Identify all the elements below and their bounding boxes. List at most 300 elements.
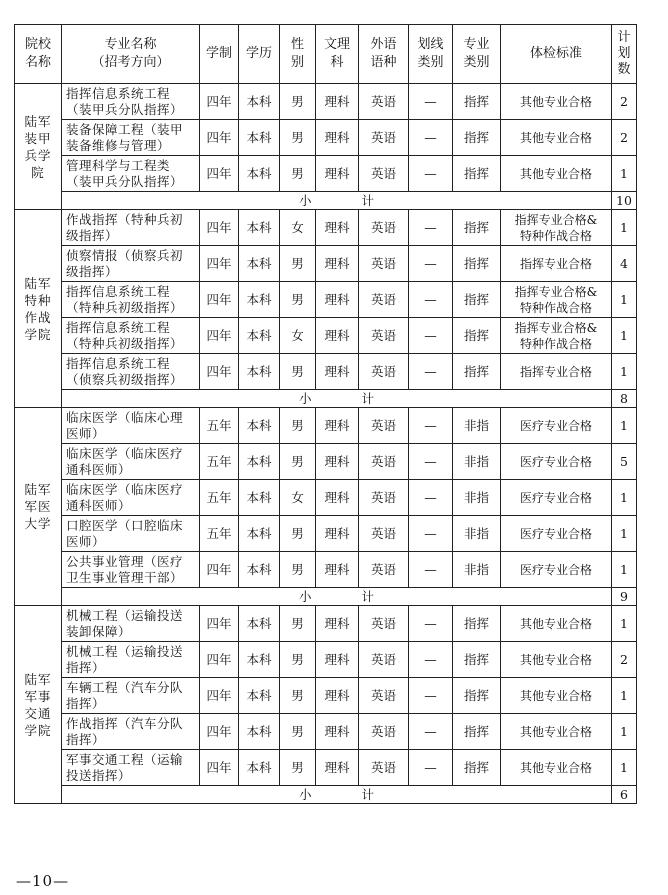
enrollment-table <box>14 24 637 804</box>
text-line: 医师） <box>66 425 106 441</box>
subtotal-row <box>15 588 637 606</box>
school-name-cell <box>15 210 62 408</box>
degree-cell: 本科 <box>239 354 280 390</box>
text-line: 医疗专业合格 <box>519 490 592 505</box>
text-line: 指挥信息系统工程 <box>66 85 171 101</box>
table-row <box>15 552 637 588</box>
text-line: 特种作战合格 <box>519 336 592 351</box>
cutoff-cell: — <box>409 552 453 588</box>
major-cell <box>62 318 200 354</box>
duration-cell: 四年 <box>200 156 239 192</box>
gender-cell: 男 <box>280 84 316 120</box>
language-cell: 英语 <box>359 552 409 588</box>
major-cell <box>62 210 200 246</box>
text-line: 指挥专业合格& <box>514 284 598 299</box>
language-cell: 英语 <box>359 354 409 390</box>
major-cell <box>62 246 200 282</box>
text-line: 公共事业管理（医疗 <box>66 553 184 569</box>
cutoff-cell: — <box>409 750 453 786</box>
plan-count-cell: 1 <box>612 606 637 642</box>
duration-cell: 四年 <box>200 642 239 678</box>
track-cell: 理科 <box>316 84 359 120</box>
table-row <box>15 516 637 552</box>
physical-standard-cell <box>501 408 612 444</box>
duration-cell: 四年 <box>200 210 239 246</box>
text-line: 医疗专业合格 <box>519 562 592 577</box>
gender-cell: 男 <box>280 354 316 390</box>
text-line: （特种兵初级指挥） <box>66 299 184 315</box>
category-cell: 指挥 <box>453 210 501 246</box>
duration-cell: 四年 <box>200 606 239 642</box>
table-row <box>15 408 637 444</box>
text-line: （招考方向） <box>91 55 170 70</box>
text-line: 学院 <box>24 722 52 738</box>
plan-count-cell: 1 <box>612 516 637 552</box>
text-line: 装备保障工程（装甲 <box>66 121 184 137</box>
degree-cell: 本科 <box>239 750 280 786</box>
text-line: 科 <box>330 55 344 70</box>
text-line: 陆军 <box>24 671 52 687</box>
degree-cell: 本科 <box>239 120 280 156</box>
plan-count-cell: 1 <box>612 156 637 192</box>
gender-cell: 男 <box>280 606 316 642</box>
physical-standard-cell <box>501 444 612 480</box>
cutoff-cell: — <box>409 678 453 714</box>
track-cell: 理科 <box>316 678 359 714</box>
category-cell: 指挥 <box>453 120 501 156</box>
header-count <box>612 25 637 84</box>
language-cell: 英语 <box>359 750 409 786</box>
gender-cell: 男 <box>280 714 316 750</box>
category-cell: 指挥 <box>453 714 501 750</box>
table-row <box>15 120 637 156</box>
physical-standard-cell <box>501 714 612 750</box>
text-line: 军事交通工程（运输 <box>66 751 184 767</box>
text-line: 医疗专业合格 <box>519 418 592 433</box>
language-cell: 英语 <box>359 282 409 318</box>
text-line: 指挥信息系统工程 <box>66 355 171 371</box>
text-line: 体检标准 <box>529 46 582 61</box>
degree-cell: 本科 <box>239 156 280 192</box>
table-row <box>15 354 637 390</box>
text-line: 指挥专业合格 <box>519 364 592 379</box>
major-cell <box>62 552 200 588</box>
gender-cell: 男 <box>280 642 316 678</box>
track-cell: 理科 <box>316 156 359 192</box>
header-cutoff <box>409 25 453 84</box>
text-line: 其他专业合格 <box>519 166 592 181</box>
text-line: 专业名称 <box>104 37 157 52</box>
duration-cell: 五年 <box>200 516 239 552</box>
text-line: 学制 <box>205 46 232 61</box>
gender-cell: 男 <box>280 750 316 786</box>
cutoff-cell: — <box>409 246 453 282</box>
text-line: 通科医师） <box>66 497 132 513</box>
language-cell: 英语 <box>359 516 409 552</box>
cutoff-cell: — <box>409 408 453 444</box>
text-line: 性 <box>290 37 304 52</box>
subtotal-row <box>15 390 637 408</box>
cutoff-cell: — <box>409 156 453 192</box>
category-cell: 指挥 <box>453 642 501 678</box>
duration-cell: 四年 <box>200 246 239 282</box>
gender-cell: 男 <box>280 282 316 318</box>
physical-standard-cell <box>501 678 612 714</box>
category-cell: 指挥 <box>453 318 501 354</box>
table-row <box>15 480 637 516</box>
text-line: 划线 <box>417 37 444 52</box>
text-line: 指挥） <box>66 695 106 711</box>
subtotal-label: 小 计 <box>62 588 612 606</box>
text-line: 指挥） <box>66 731 106 747</box>
track-cell: 理科 <box>316 210 359 246</box>
track-cell: 理科 <box>316 120 359 156</box>
duration-cell: 五年 <box>200 444 239 480</box>
text-line: 数 <box>617 62 631 77</box>
physical-standard-cell <box>501 354 612 390</box>
physical-standard-cell <box>501 516 612 552</box>
physical-standard-cell <box>501 282 612 318</box>
physical-standard-cell <box>501 552 612 588</box>
degree-cell: 本科 <box>239 210 280 246</box>
table-row <box>15 210 637 246</box>
header-gender <box>280 25 316 84</box>
text-line: 装卸保障） <box>66 623 132 639</box>
physical-standard-cell <box>501 480 612 516</box>
text-line: 机械工程（运输投送 <box>66 643 184 659</box>
track-cell: 理科 <box>316 318 359 354</box>
degree-cell: 本科 <box>239 282 280 318</box>
text-line: 陆军 <box>24 482 52 497</box>
text-line: 文理 <box>323 37 350 52</box>
degree-cell: 本科 <box>239 318 280 354</box>
language-cell: 英语 <box>359 444 409 480</box>
plan-count-cell: 1 <box>612 480 637 516</box>
subtotal-value: 10 <box>612 192 637 210</box>
physical-standard-cell <box>501 318 612 354</box>
track-cell: 理科 <box>316 408 359 444</box>
subtotal-label: 小 计 <box>62 786 612 804</box>
category-cell: 指挥 <box>453 678 501 714</box>
text-line: 划 <box>617 46 631 61</box>
table-row <box>15 642 637 678</box>
language-cell: 英语 <box>359 678 409 714</box>
cutoff-cell: — <box>409 714 453 750</box>
plan-count-cell: 5 <box>612 444 637 480</box>
text-line: 军医 <box>24 499 52 514</box>
category-cell: 指挥 <box>453 750 501 786</box>
degree-cell: 本科 <box>239 606 280 642</box>
text-line: 医疗专业合格 <box>519 526 592 541</box>
text-line: 侦察情报（侦察兵初 <box>66 247 184 263</box>
table-row <box>15 678 637 714</box>
major-cell <box>62 678 200 714</box>
school-name-cell <box>15 408 62 606</box>
text-line: 其他专业合格 <box>519 760 592 775</box>
text-line: 其他专业合格 <box>519 130 592 145</box>
cutoff-cell: — <box>409 120 453 156</box>
duration-cell: 四年 <box>200 84 239 120</box>
text-line: 通科医师） <box>66 461 132 477</box>
text-line: 口腔医学（口腔临床 <box>66 517 184 533</box>
subtotal-value: 9 <box>612 588 637 606</box>
language-cell: 英语 <box>359 642 409 678</box>
text-line: 特种 <box>24 292 52 308</box>
table-row <box>15 606 637 642</box>
text-line: 机械工程（运输投送 <box>66 607 184 623</box>
text-line: 陆军 <box>24 113 52 129</box>
text-line: （侦察兵初级指挥） <box>66 371 184 387</box>
plan-count-cell: 4 <box>612 246 637 282</box>
track-cell: 理科 <box>316 552 359 588</box>
text-line: 管理科学与工程类 <box>66 157 171 173</box>
language-cell: 英语 <box>359 210 409 246</box>
category-cell: 指挥 <box>453 354 501 390</box>
duration-cell: 四年 <box>200 552 239 588</box>
degree-cell: 本科 <box>239 480 280 516</box>
table-row <box>15 156 637 192</box>
physical-standard-cell <box>501 84 612 120</box>
cutoff-cell: — <box>409 354 453 390</box>
text-line: 大学 <box>24 516 52 531</box>
degree-cell: 本科 <box>239 642 280 678</box>
physical-standard-cell <box>501 750 612 786</box>
subtotal-label: 小 计 <box>62 192 612 210</box>
category-cell: 非指 <box>453 516 501 552</box>
text-line: 作战指挥（汽车分队 <box>66 715 184 731</box>
physical-standard-cell <box>501 246 612 282</box>
subtotal-value: 6 <box>612 786 637 804</box>
gender-cell: 男 <box>280 552 316 588</box>
plan-count-cell: 1 <box>612 552 637 588</box>
plan-count-cell: 1 <box>612 408 637 444</box>
major-cell <box>62 156 200 192</box>
text-line: 车辆工程（汽车分队 <box>66 679 184 695</box>
text-line: 指挥专业合格& <box>514 320 598 335</box>
category-cell: 非指 <box>453 552 501 588</box>
text-line: 兵学 <box>24 147 52 163</box>
degree-cell: 本科 <box>239 678 280 714</box>
plan-count-cell: 1 <box>612 210 637 246</box>
table-row <box>15 444 637 480</box>
duration-cell: 四年 <box>200 318 239 354</box>
header-row <box>15 25 637 84</box>
plan-count-cell: 1 <box>612 714 637 750</box>
text-line: 军事 <box>24 688 52 704</box>
text-line: 特种作战合格 <box>519 228 592 243</box>
text-line: 其他专业合格 <box>519 94 592 109</box>
major-cell <box>62 480 200 516</box>
text-line: 其他专业合格 <box>519 688 592 703</box>
plan-count-cell: 1 <box>612 354 637 390</box>
track-cell: 理科 <box>316 480 359 516</box>
text-line: 卫生事业管理干部） <box>66 569 184 585</box>
text-line: 特种作战合格 <box>519 300 592 315</box>
category-cell: 非指 <box>453 480 501 516</box>
duration-cell: 四年 <box>200 714 239 750</box>
language-cell: 英语 <box>359 408 409 444</box>
header-school <box>15 25 62 84</box>
text-line: （装甲兵分队指挥） <box>66 101 184 117</box>
major-cell <box>62 444 200 480</box>
cutoff-cell: — <box>409 282 453 318</box>
track-cell: 理科 <box>316 750 359 786</box>
gender-cell: 男 <box>280 156 316 192</box>
category-cell: 指挥 <box>453 246 501 282</box>
text-line: 交通 <box>24 705 52 721</box>
gender-cell: 男 <box>280 408 316 444</box>
language-cell: 英语 <box>359 714 409 750</box>
text-line: 学历 <box>245 46 272 61</box>
track-cell: 理科 <box>316 282 359 318</box>
language-cell: 英语 <box>359 480 409 516</box>
cutoff-cell: — <box>409 480 453 516</box>
category-cell: 指挥 <box>453 84 501 120</box>
school-name-cell <box>15 84 62 210</box>
cutoff-cell: — <box>409 642 453 678</box>
duration-cell: 四年 <box>200 750 239 786</box>
table-row <box>15 318 637 354</box>
duration-cell: 四年 <box>200 678 239 714</box>
cutoff-cell: — <box>409 516 453 552</box>
duration-cell: 四年 <box>200 282 239 318</box>
text-line: 名称 <box>24 55 51 70</box>
major-cell <box>62 642 200 678</box>
track-cell: 理科 <box>316 444 359 480</box>
language-cell: 英语 <box>359 318 409 354</box>
text-line: 专业 <box>463 37 490 52</box>
duration-cell: 五年 <box>200 480 239 516</box>
header-degree <box>239 25 280 84</box>
table-row <box>15 246 637 282</box>
text-line: 指挥信息系统工程 <box>66 319 171 335</box>
major-cell <box>62 606 200 642</box>
subtotal-row <box>15 192 637 210</box>
school-name-cell <box>15 606 62 804</box>
degree-cell: 本科 <box>239 516 280 552</box>
text-line: 陆军 <box>24 275 52 291</box>
degree-cell: 本科 <box>239 714 280 750</box>
text-line: 指挥专业合格 <box>519 256 592 271</box>
text-line: 作战 <box>24 309 52 325</box>
plan-count-cell: 2 <box>612 84 637 120</box>
gender-cell: 女 <box>280 480 316 516</box>
physical-standard-cell <box>501 642 612 678</box>
text-line: 语种 <box>370 55 397 70</box>
plan-count-cell: 1 <box>612 678 637 714</box>
degree-cell: 本科 <box>239 84 280 120</box>
table-row <box>15 714 637 750</box>
category-cell: 指挥 <box>453 156 501 192</box>
major-cell <box>62 408 200 444</box>
degree-cell: 本科 <box>239 408 280 444</box>
text-line: （装甲兵分队指挥） <box>66 173 184 189</box>
duration-cell: 四年 <box>200 354 239 390</box>
header-track <box>316 25 359 84</box>
text-line: 装甲 <box>24 130 52 146</box>
text-line: 临床医学（临床心理 <box>66 409 184 425</box>
physical-standard-cell <box>501 156 612 192</box>
text-line: 外语 <box>370 37 397 52</box>
subtotal-value: 8 <box>612 390 637 408</box>
text-line: 其他专业合格 <box>519 652 592 667</box>
degree-cell: 本科 <box>239 552 280 588</box>
text-line: 其他专业合格 <box>519 724 592 739</box>
track-cell: 理科 <box>316 354 359 390</box>
cutoff-cell: — <box>409 84 453 120</box>
text-line: 院校 <box>24 37 51 52</box>
gender-cell: 男 <box>280 246 316 282</box>
degree-cell: 本科 <box>239 246 280 282</box>
major-cell <box>62 516 200 552</box>
header-category <box>453 25 501 84</box>
language-cell: 英语 <box>359 84 409 120</box>
plan-count-cell: 1 <box>612 282 637 318</box>
text-line: 指挥专业合格& <box>514 212 598 227</box>
text-line: 类别 <box>463 55 490 70</box>
gender-cell: 女 <box>280 318 316 354</box>
major-cell <box>62 714 200 750</box>
physical-standard-cell <box>501 606 612 642</box>
language-cell: 英语 <box>359 156 409 192</box>
table-body <box>15 84 637 804</box>
text-line: 作战指挥（特种兵初 <box>66 211 184 227</box>
category-cell: 非指 <box>453 408 501 444</box>
language-cell: 英语 <box>359 120 409 156</box>
subtotal-row <box>15 786 637 804</box>
text-line: 指挥） <box>66 659 106 675</box>
cutoff-cell: — <box>409 318 453 354</box>
table-row <box>15 282 637 318</box>
track-cell: 理科 <box>316 714 359 750</box>
plan-count-cell: 2 <box>612 120 637 156</box>
major-cell <box>62 120 200 156</box>
text-line: 别 <box>290 55 304 70</box>
major-cell <box>62 282 200 318</box>
gender-cell: 男 <box>280 516 316 552</box>
gender-cell: 男 <box>280 678 316 714</box>
plan-count-cell: 2 <box>612 642 637 678</box>
gender-cell: 女 <box>280 210 316 246</box>
physical-standard-cell <box>501 210 612 246</box>
gender-cell: 男 <box>280 444 316 480</box>
track-cell: 理科 <box>316 246 359 282</box>
text-line: 学院 <box>24 326 52 342</box>
page-number: —10— <box>16 872 70 890</box>
table-row <box>15 750 637 786</box>
track-cell: 理科 <box>316 516 359 552</box>
text-line: 临床医学（临床医疗 <box>66 481 184 497</box>
header-physical <box>501 25 612 84</box>
major-cell <box>62 354 200 390</box>
text-line: 指挥信息系统工程 <box>66 283 171 299</box>
degree-cell: 本科 <box>239 444 280 480</box>
text-line: 计 <box>617 30 631 45</box>
text-line: 级指挥） <box>66 227 119 243</box>
text-line: 装备维修与管理） <box>66 137 171 153</box>
duration-cell: 五年 <box>200 408 239 444</box>
text-line: 级指挥） <box>66 263 119 279</box>
language-cell: 英语 <box>359 246 409 282</box>
physical-standard-cell <box>501 120 612 156</box>
cutoff-cell: — <box>409 210 453 246</box>
track-cell: 理科 <box>316 606 359 642</box>
plan-count-cell: 1 <box>612 750 637 786</box>
track-cell: 理科 <box>316 642 359 678</box>
header-duration <box>200 25 239 84</box>
text-line: 医疗专业合格 <box>519 454 592 469</box>
category-cell: 指挥 <box>453 606 501 642</box>
